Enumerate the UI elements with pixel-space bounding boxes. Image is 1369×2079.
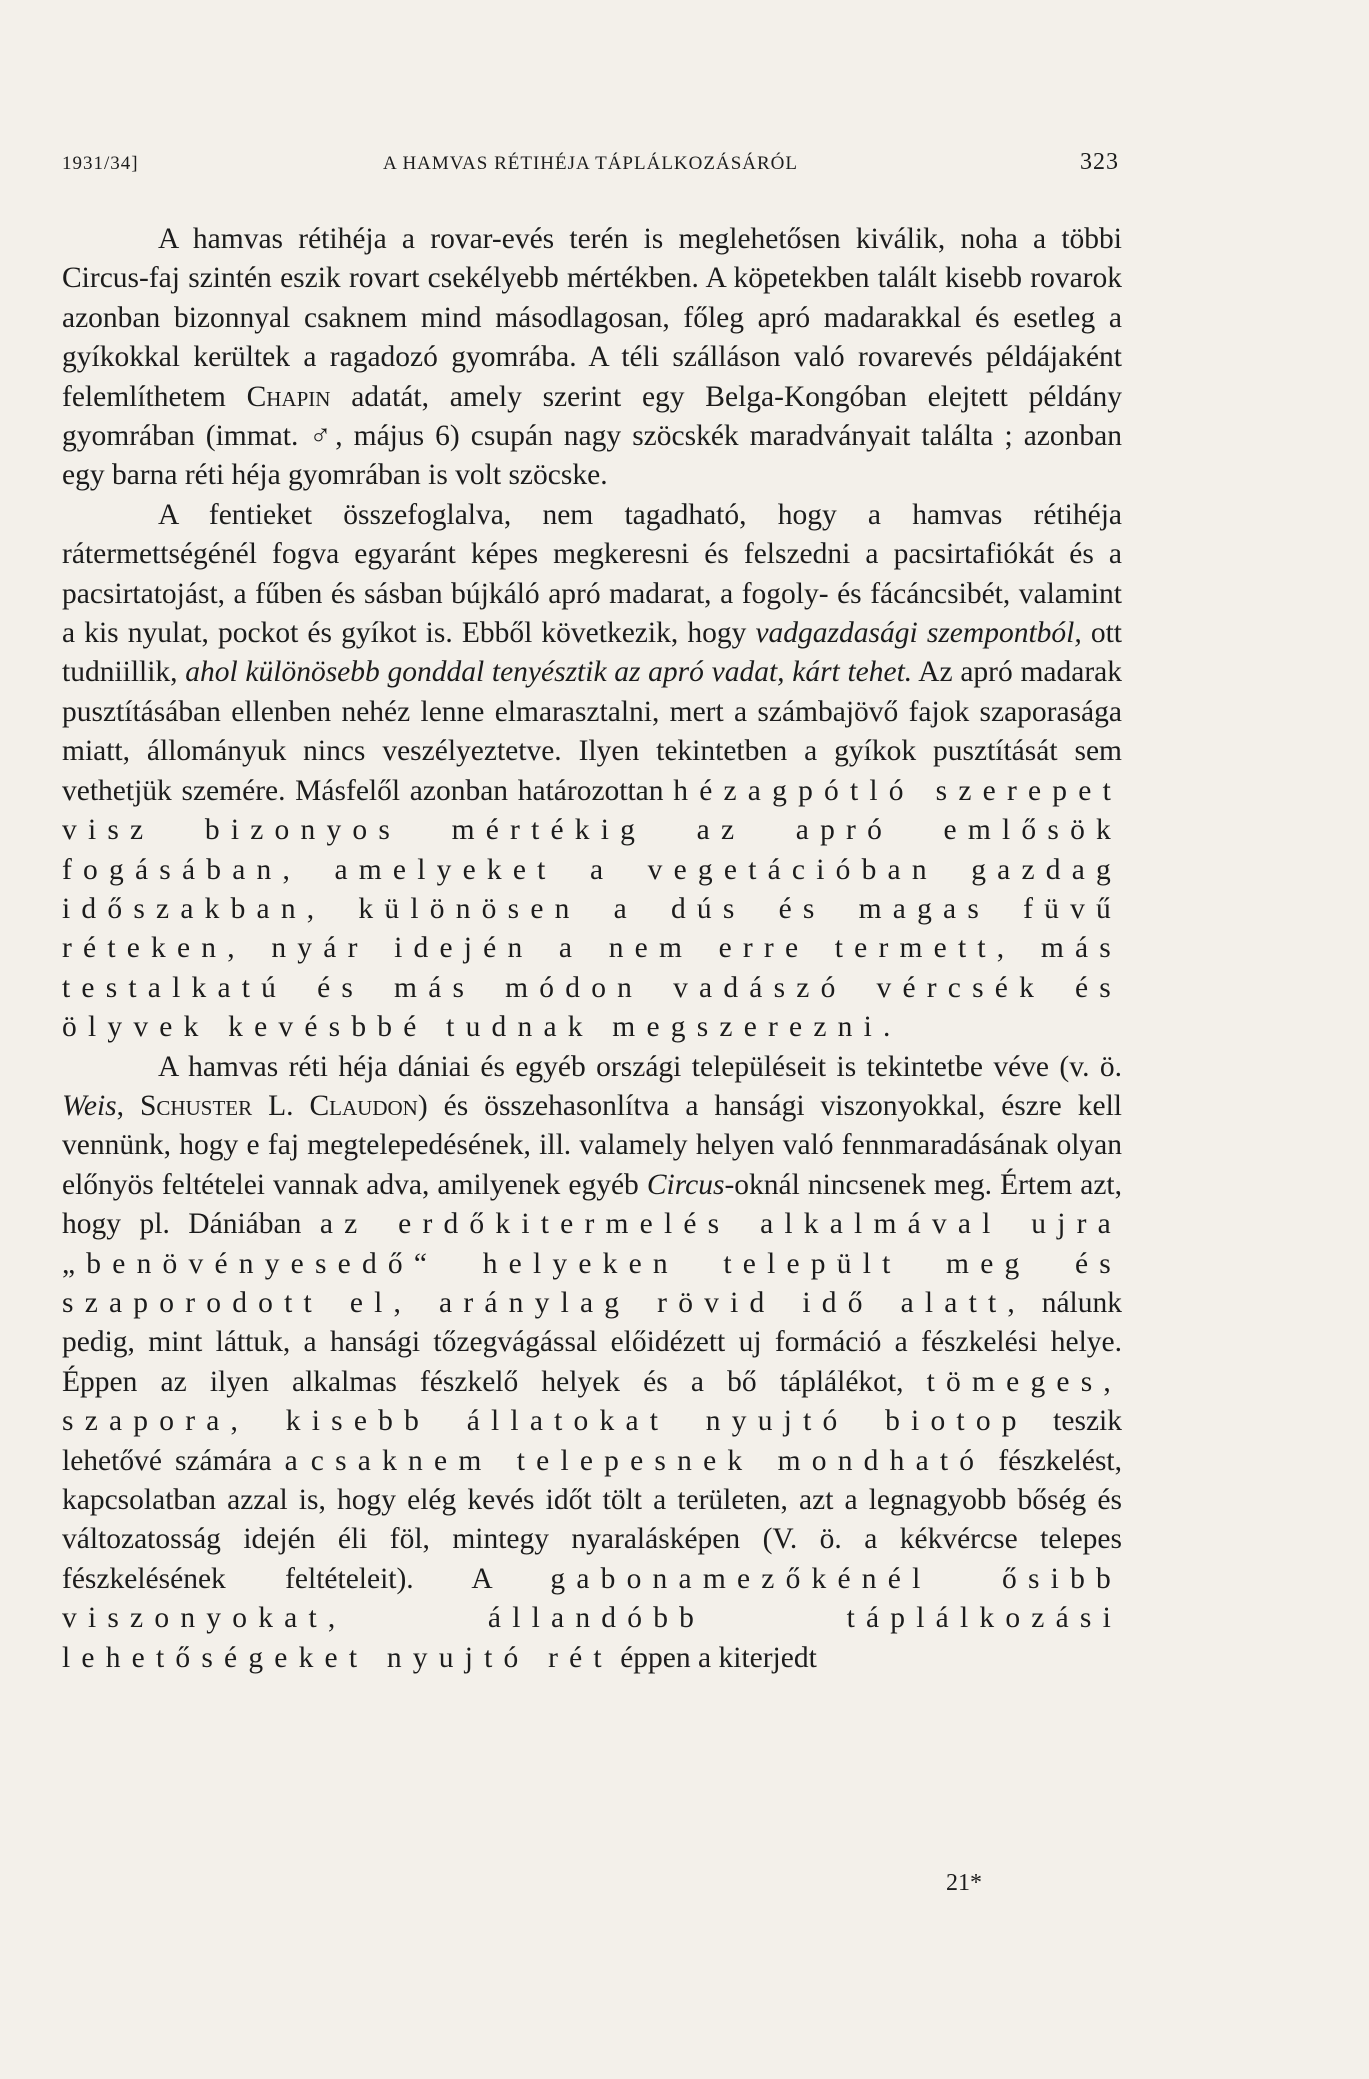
italic-run: vadgazdasági szempontból,: [755, 617, 1082, 650]
text-run: Az apró madarak pusztításában ellenben nehéz lenne elmarasztalni, mert a számbajövő fajok szaporasága miatt, állományuk nincs veszélyeztetve. Ilyen tekintetben a gyíkok pusztítását sem vethetjük szemére. Másfelől azonban határozottan: [62, 656, 1122, 807]
text-run: ,: [116, 1089, 141, 1122]
text-run: nálunk pedig, mint láttuk, a hansági tőzegvágással előidézett uj formáció a fészkelési helye. Éppen az ilyen alkalmas fészkelő helyek és a bő táplálékot,: [62, 1286, 1122, 1398]
sheet-signature: 21*: [946, 1870, 982, 1896]
paragraph: [62, 220, 1122, 496]
italic-run: Circus: [646, 1168, 725, 1201]
italic-run: ahol különösebb gonddal tenyésztik az apró vadat, kárt tehet.: [185, 656, 913, 689]
text-run: A hamvas rétihéja a rovar-evés terén is meglehetősen kiválik, noha a többi Circus-faj szintén eszik rovart csekélyebb mértékben. A köpetekben talált kisebb rovarok azonban bizonnyal csaknem mind másodlagosan, főleg apró madarakkal és esetleg a gyíkokkal kerültek a ragadozó gyomrába. A téli szálláson való rovarevés példájaként felemlíthetem: [62, 223, 1122, 413]
text-run: A hamvas réti héja dániai és egyéb országi településeit is tekintetbe véve (v. ö.: [158, 1050, 1122, 1083]
author-name: Claudon: [309, 1089, 418, 1122]
spaced-emphasis: hézagpótló szerepet visz bizonyos mértékig az apró emlősök fogásában, amelyeket a vegetációban gazdag időszakban, különösen a dús és magas füvű réteken, nyár idején a nem erre termett, más testalkatú és más módon vadászó vércsék és ölyvek kevésbbé tudnak megszerezni.: [62, 774, 1122, 1044]
italic-run: Weis: [62, 1089, 117, 1122]
author-name: Chapin: [246, 380, 331, 413]
spaced-emphasis: gabonamezőkénél ősibb viszonyokat, állandóbb táplálkozási lehetőségeket nyujtó rét: [62, 1562, 1122, 1674]
author-name: Schuster: [140, 1089, 253, 1122]
page-number: 323: [1080, 149, 1119, 175]
text-run: éppen a kiterjedt: [612, 1641, 817, 1674]
text-run: L.: [252, 1089, 310, 1122]
text-run: A fentieket összefoglalva, nem tagadható, hogy a hamvas rétihéja rátermettségénél fogva egyaránt képes megkeresni és felszedni a pacsirtafiókát és a pacsirtatojást, a fűben és sásban bújkáló apró madarat, a fogoly- és fácáncsibét, valamint a kis nyulat, pockot és gyíkot is. Ebből következik, hogy: [62, 498, 1122, 650]
spaced-emphasis: csaknem telepesnek mondható: [310, 1444, 986, 1477]
text-run: teszik lehetővé számára a: [62, 1405, 1122, 1477]
header-volume: 1931/34]: [62, 153, 139, 174]
text-run: -oknál nincsenek meg. Értem azt, hogy pl. Dániában: [62, 1168, 1122, 1241]
spaced-emphasis: tömeges, szapora, kisebb állatokat nyujtó biotop: [62, 1365, 1122, 1438]
header-title: A HAMVAS RÉTIHÉJA TÁPLÁLKOZÁSÁRÓL: [383, 153, 798, 174]
running-header: [62, 149, 1119, 183]
text-run: ott tudniillik,: [62, 617, 1123, 689]
text-run: fészkelést, kapcsolatban azzal is, hogy elég kevés időt tölt a területen, azt a legnagyobb bőség és változatosság idején éli föl, mintegy nyaralásképen (V. ö. a kékvércse telepes fészkelésének feltételeit). A: [62, 1444, 1122, 1595]
spaced-emphasis: az erdőkitermelés alkalmával ujra „benövényesedő“ helyeken települt meg és szaporodott el, aránylag rövid idő alatt,: [62, 1208, 1122, 1319]
paragraph: [62, 496, 1122, 1048]
article-body: [62, 220, 1122, 1678]
text-run: ) és összehasonlítva a hansági viszonyokkal, észre kell vennünk, hogy e faj megtelepedésének, ill. valamely helyen való fennmaradásának olyan előnyös feltételei vannak adva, amilyenek egyéb: [62, 1089, 1123, 1201]
paragraph: [62, 1048, 1122, 1679]
text-run: adatát, amely szerint egy Belga-Kongóban elejtett példány gyomrában (immat. ♂, május 6) csupán nagy szöcskék maradványait találta ; azonban egy barna réti héja gyomrában is volt szöcske.: [62, 380, 1122, 492]
